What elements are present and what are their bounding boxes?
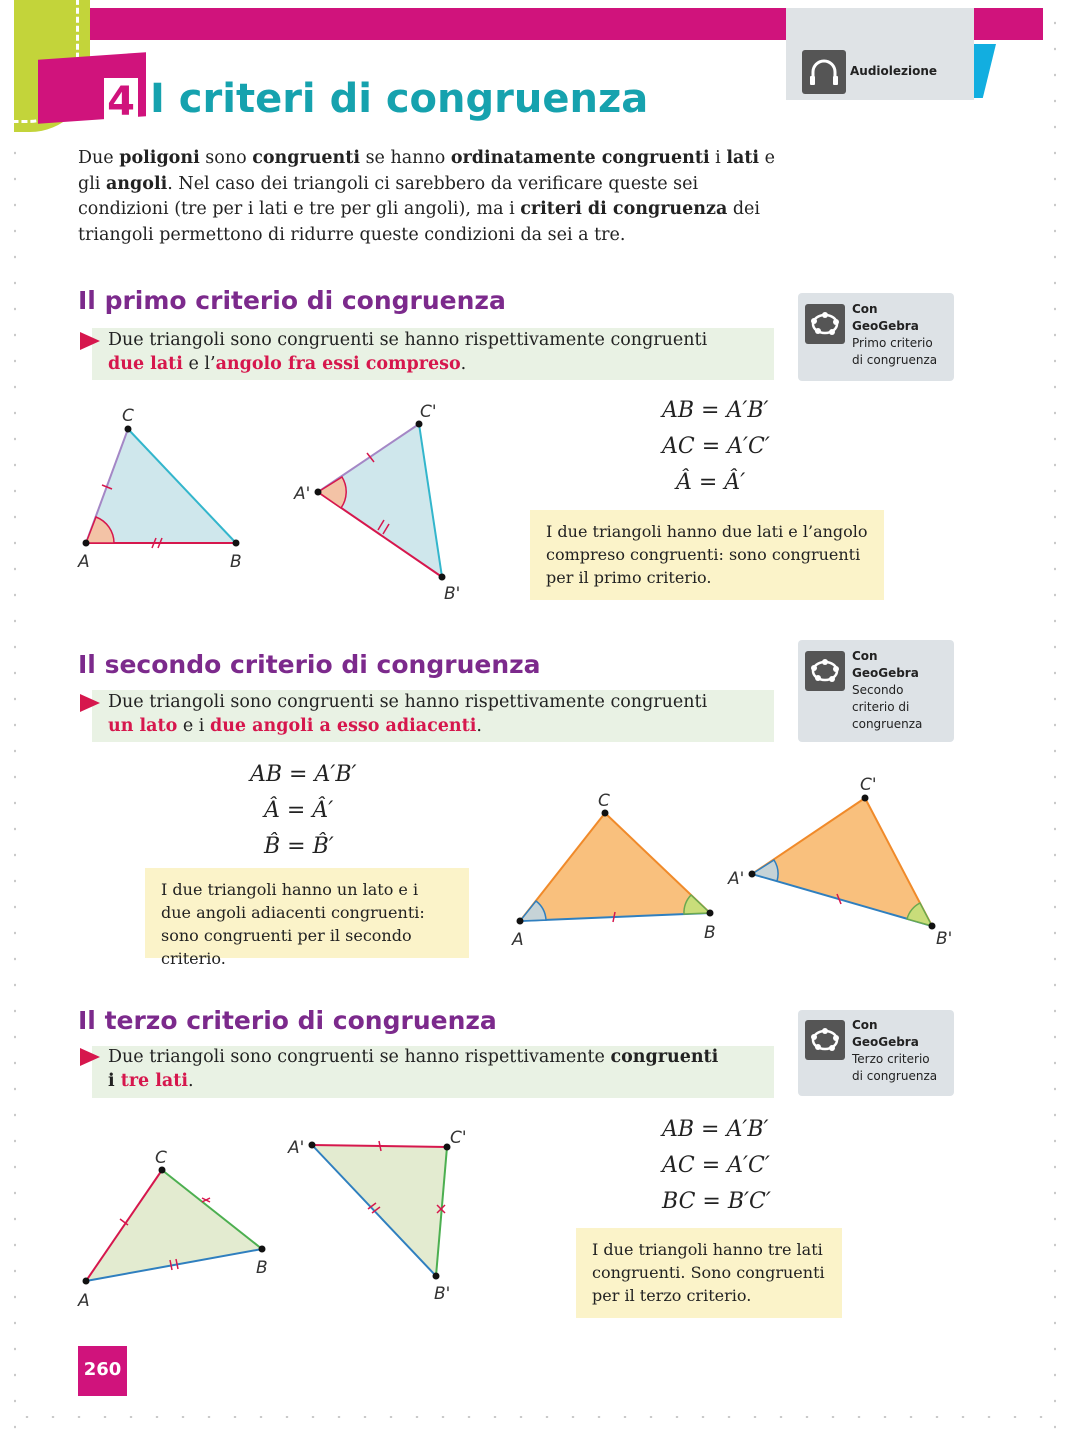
label-b1: B' xyxy=(936,929,953,949)
label-c1: C' xyxy=(420,402,437,422)
figure-third-criterion xyxy=(70,1125,490,1320)
geogebra-label-first[interactable]: Con GeoGebra Primo criterio di congruenza xyxy=(852,302,938,367)
triangle-a1b1c1 xyxy=(312,1145,447,1276)
equation-9: BC = B′C′ xyxy=(662,1189,771,1214)
label-c: C xyxy=(155,1148,167,1168)
audio-tab-decoration xyxy=(974,44,996,98)
equation-6: B̂ = B̂′ xyxy=(264,834,334,859)
triangle-abc xyxy=(520,813,710,921)
label-b: B xyxy=(704,923,716,943)
point-c1 xyxy=(862,795,869,802)
geogebra-label-second[interactable]: Con GeoGebra Secondo criterio di congruenza xyxy=(852,649,923,731)
equation-2: AC = A′C′ xyxy=(662,434,770,459)
label-b1: B' xyxy=(444,584,461,604)
geogebra-icon[interactable] xyxy=(805,1020,845,1060)
label-a: A xyxy=(78,552,90,572)
intro-paragraph: Due poligoni sono congruenti se hanno ordinatamente congruenti i lati e gli angoli. Nel caso dei triangoli ci sarebbero da verificare queste sei condizioni (tre per i lati e tre per gli angoli), ma i criteri di congruenza dei triangoli permettono di ridurre queste condizioni da sei a tre. xyxy=(78,148,775,245)
rule-text-second: Due triangoli sono congruenti se hanno rispettivamente congruenti un lato e i due angoli a esso adiacenti. xyxy=(108,692,708,736)
chapter-number: 4 xyxy=(104,78,138,126)
equation-7: AB = A′B′ xyxy=(662,1117,769,1142)
label-c: C xyxy=(598,791,610,811)
equation-3: Â = Â′ xyxy=(676,470,746,495)
equation-8: AC = A′C′ xyxy=(662,1153,770,1178)
rule-text-third: Due triangoli sono congruenti se hanno rispettivamente congruenti i tre lati. xyxy=(108,1047,719,1091)
section-heading-second-criterion: Il secondo criterio di congruenza xyxy=(78,650,541,679)
equation-1: AB = A′B′ xyxy=(662,398,769,423)
triangle-a1b1c1 xyxy=(752,798,932,926)
point-b xyxy=(233,540,240,547)
note-first: I due triangoli hanno due lati e l’angolo compreso congruenti: sono congruenti per il primo criterio. xyxy=(530,510,884,600)
geogebra-label-third[interactable]: Con GeoGebra Terzo criterio di congruenza xyxy=(852,1018,938,1083)
page-border-bottom xyxy=(14,1416,1054,1418)
label-b: B xyxy=(256,1258,268,1278)
point-b1 xyxy=(439,574,446,581)
label-c1: C' xyxy=(450,1128,467,1148)
section-heading-third-criterion: Il terzo criterio di congruenza xyxy=(78,1006,497,1035)
label-a1: A' xyxy=(728,869,745,889)
section-heading-first-criterion: Il primo criterio di congruenza xyxy=(78,286,506,315)
rule-marker-icon xyxy=(80,694,100,712)
page-title: I criteri di congruenza xyxy=(150,76,649,122)
audio-lesson-label[interactable]: Audiolezione xyxy=(850,64,938,78)
geogebra-icon[interactable] xyxy=(805,651,845,691)
point-b xyxy=(707,910,714,917)
rule-marker-icon xyxy=(80,1048,100,1066)
rule-text-first: Due triangoli sono congruenti se hanno rispettivamente congruenti due lati e l’angolo fra essi compreso. xyxy=(108,330,708,374)
label-c: C xyxy=(122,406,134,426)
figure-first-criterion xyxy=(70,395,490,610)
equation-5: Â = Â′ xyxy=(264,798,334,823)
note-third: I due triangoli hanno tre lati congruenti. Sono congruenti per il terzo criterio. xyxy=(576,1228,842,1318)
label-a: A xyxy=(512,930,524,950)
point-b1 xyxy=(433,1273,440,1280)
point-a xyxy=(83,1278,90,1285)
point-a xyxy=(83,540,90,547)
figure-second-criterion xyxy=(500,770,970,960)
point-b1 xyxy=(929,923,936,930)
label-c1: C' xyxy=(860,775,877,795)
point-a1 xyxy=(315,489,322,496)
page-number: 260 xyxy=(78,1346,127,1396)
note-second: I due triangoli hanno un lato e i due angoli adiacenti congruenti: sono congruenti per il secondo criterio. xyxy=(145,868,469,958)
point-c xyxy=(125,426,132,433)
point-a xyxy=(517,918,524,925)
headphones-icon[interactable] xyxy=(802,50,846,94)
page-border-left xyxy=(14,10,16,1430)
label-a1: A' xyxy=(294,484,311,504)
geogebra-icon[interactable] xyxy=(805,304,845,344)
rule-marker-icon xyxy=(80,332,100,350)
angle-b-mark xyxy=(684,895,710,914)
equation-4: AB = A′B′ xyxy=(250,762,357,787)
point-a1 xyxy=(309,1142,316,1149)
point-a1 xyxy=(749,871,756,878)
page-border-right xyxy=(1054,10,1056,1430)
label-b: B xyxy=(230,552,242,572)
label-b1: B' xyxy=(434,1284,451,1304)
point-b xyxy=(259,1246,266,1253)
label-a1: A' xyxy=(288,1138,305,1158)
label-a: A xyxy=(78,1291,90,1311)
